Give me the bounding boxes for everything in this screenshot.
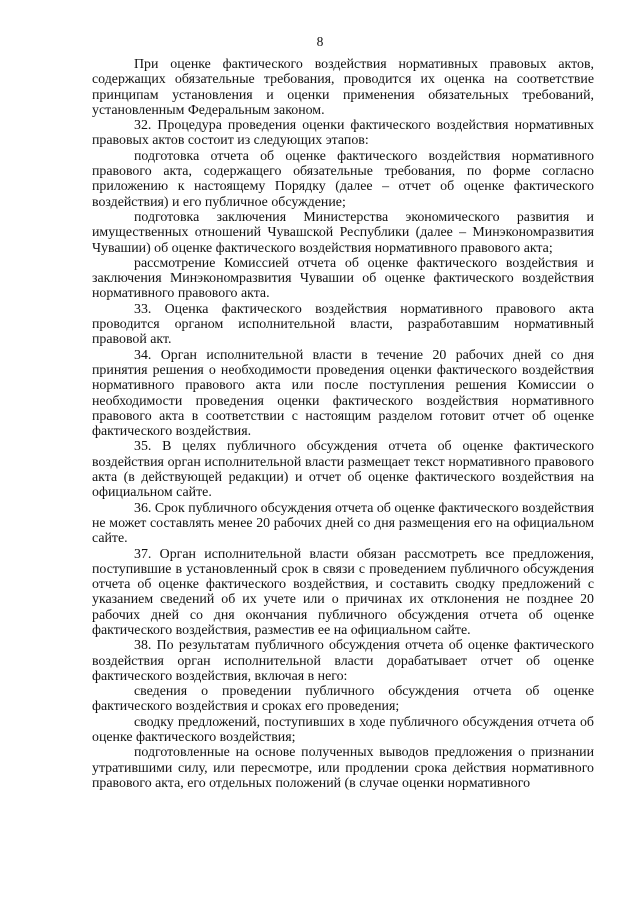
paragraph: сводку предложений, поступивших в ходе публичного обсуждения отчета об оценке фактического воздействия; xyxy=(92,714,594,746)
paragraph: 34. Орган исполнительной власти в течение 20 рабочих дней со дня принятия решения о необходимости проведения оценки фактического воздействия нормативного правового акта или после поступления решения Комиссии о необходимости проведения оценки фактического воздействия нормативного правового акта в соответствии с настоящим разделом готовит отчет об оценке фактического воздействия. xyxy=(92,347,594,440)
page-number: 8 xyxy=(316,34,324,49)
paragraph: подготовка заключения Министерства экономического развития и имущественных отношений Чувашской Республики (далее – Минэкономразвития Чувашии) об оценке фактического воздействия нормативного правового акта; xyxy=(92,209,594,256)
paragraph: рассмотрение Комиссией отчета об оценке фактического воздействия и заключения Минэкономразвития Чувашии об оценке фактического воздействия нормативного правового акта. xyxy=(92,255,594,302)
paragraph: 35. В целях публичного обсуждения отчета об оценке фактического воздействия орган исполнительной власти размещает текст нормативного правового акта (в действующей редакции) и отчет об оценке фактического воздействия на официальном сайте. xyxy=(92,439,594,501)
paragraph: 37. Орган исполнительной власти обязан рассмотреть все предложения, поступившие в установленный срок в связи с проведением публичного обсуждения отчета об оценке фактического воздействия, и составить сводку предложений с указанием сведений об их учете или о причинах их отклонения не позднее 20 рабочих дней со дня окончания публичного обсуждения отчета об оценке фактического воздействия, разместив ее на официальном сайте. xyxy=(92,546,594,638)
document-body xyxy=(92,57,594,791)
paragraph: подготовленные на основе полученных выводов предложения о признании утратившими силу, или пересмотре, или продлении срока действия нормативного правового акта, его отдельных положений (в случае оценки нормативного xyxy=(92,745,594,791)
paragraph: 33. Оценка фактического воздействия нормативного правового акта проводится органом исполнительной власти, разработавшим нормативный правовой акт. xyxy=(92,301,594,348)
paragraph: При оценке фактического воздействия нормативных правовых актов, содержащих обязательные требования, проводится их оценка на соответствие принципам установления и оценки применения обязательных требований, установленным Федеральным законом. xyxy=(92,57,594,118)
paragraph: 38. По результатам публичного обсуждения отчета об оценке фактического воздействия орган исполнительной власти дорабатывает отчет об оценке фактического воздействия, включая в него: xyxy=(92,638,594,684)
paragraph: 36. Срок публичного обсуждения отчета об оценке фактического воздействия не может составлять менее 20 рабочих дней со дня размещения его на официальном сайте. xyxy=(92,500,594,547)
paragraph: сведения о проведении публичного обсуждения отчета об оценке фактического воздействия и сроках его проведения; xyxy=(92,684,594,715)
paragraph: подготовка отчета об оценке фактического воздействия нормативного правового акта, содержащего обязательные требования, по форме согласно приложению к настоящему Порядку (далее – отчет об оценке фактического воздействия) и его публичное обсуждение; xyxy=(92,148,594,210)
paragraph: 32. Процедура проведения оценки фактического воздействия нормативных правовых актов состоит из следующих этапов: xyxy=(92,118,594,149)
